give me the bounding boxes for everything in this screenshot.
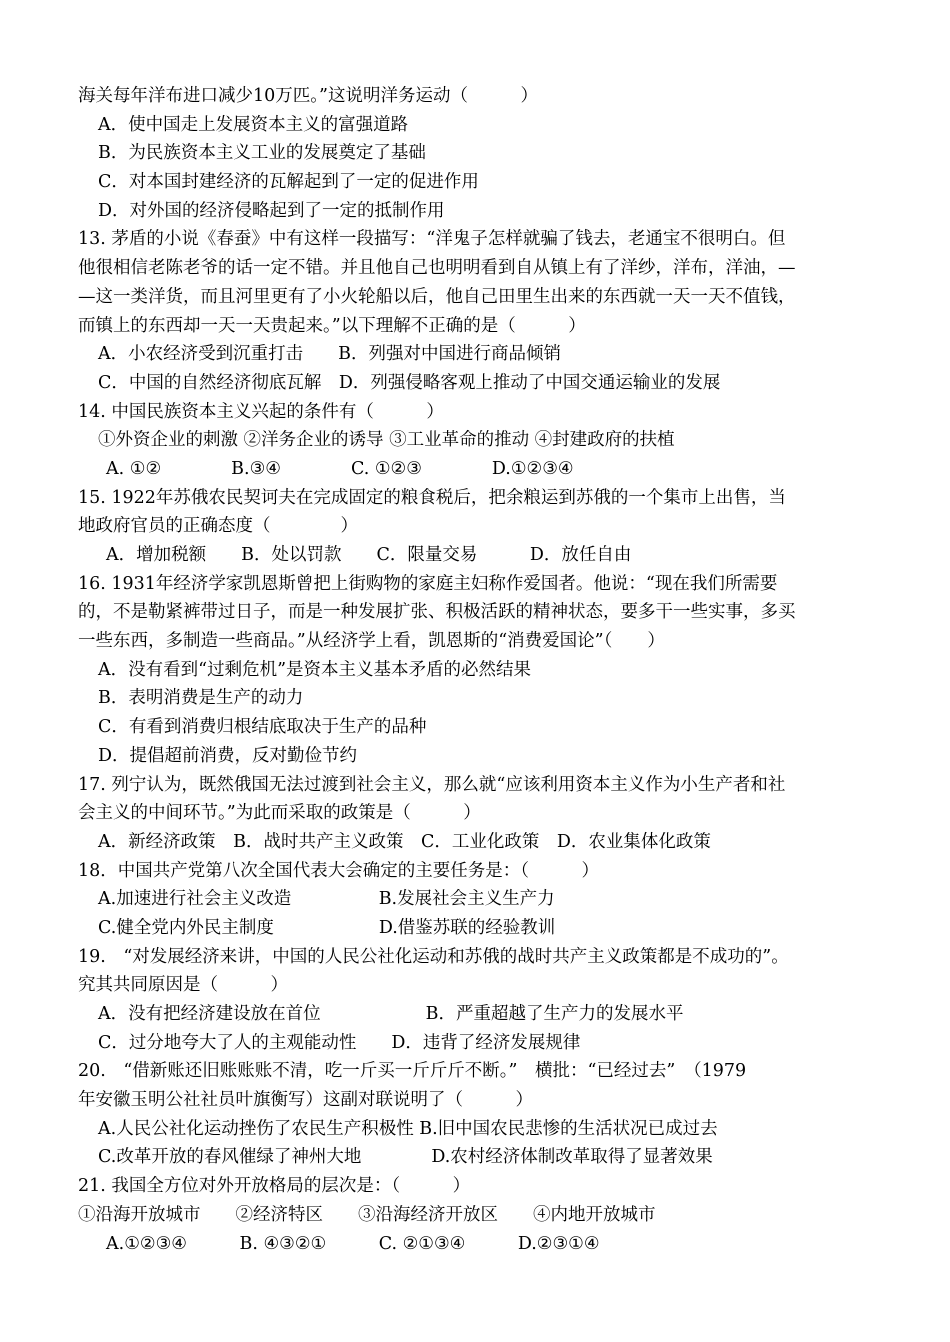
text-line: 会主义的中间环节。”为此而采取的政策是（ ） <box>78 803 481 824</box>
text-line: A.①②③④ B. ④③②① C. ②①③④ D.②③①④ <box>106 1233 600 1254</box>
text-line: 年安徽玉明公社社员叶旗衡写）这副对联说明了（ ） <box>78 1090 533 1111</box>
text-line: C．有看到消费归根结底取决于生产的品种 <box>98 717 427 738</box>
text-line: D．对外国的经济侵略起到了一定的抵制作用 <box>98 200 445 221</box>
text-line: B．为民族资本主义工业的发展奠定了基础 <box>98 143 426 164</box>
text-line: C．中国的自然经济彻底瓦解 D．列强侵略客观上推动了中国交通运输业的发展 <box>98 372 721 393</box>
text-line: 21. 我国全方位对外开放格局的层次是：（ ） <box>78 1176 471 1197</box>
text-line: A. ①② B.③④ C. ①②③ D.①②③④ <box>106 458 574 479</box>
text-line: 地政府官员的正确态度（ ） <box>78 516 358 537</box>
text-line: —这一类洋货，而且河里更有了小火轮船以后，他自己田里生出来的东西就一天一天不值钱， <box>78 286 796 307</box>
text-line: 13. 茅盾的小说《春蚕》中有这样一段描写：“洋鬼子怎样就骗了钱去，老通宝不很明白。但 <box>78 229 786 250</box>
text-line: ①沿海开放城市 ②经济特区 ③沿海经济开放区 ④内地开放城市 <box>78 1204 656 1225</box>
text-line: 海关每年洋布进口减少10万匹。”这说明洋务运动（ ） <box>78 86 538 106</box>
text-line: 他很相信老陈老爷的话一定不错。并且他自己也明明看到自从镇上有了洋纱，洋布，洋油，— <box>78 258 796 279</box>
text-line: B．表明消费是生产的动力 <box>98 688 304 709</box>
text-line: A.人民公社化运动挫伤了农民生产积极性 B.旧中国农民悲惨的生活状况已成过去 <box>98 1118 718 1139</box>
text-line: D．提倡超前消费，反对勤俭节约 <box>98 745 358 766</box>
text-line: 究其共同原因是（ ） <box>78 975 288 996</box>
text-line: A.加速进行社会主义改造 B.发展社会主义生产力 <box>98 889 555 910</box>
text-line: ①外资企业的刺激 ②洋务企业的诱导 ③工业革命的推动 ④封建政府的扶植 <box>98 430 675 451</box>
text-line: 而镇上的东西却一天一天贵起来。”以下理解不正确的是（ ） <box>78 315 586 336</box>
text-line: 14. 中国民族资本主义兴起的条件有（ ） <box>78 401 444 422</box>
text-line: A．没有看到“过剩危机”是资本主义基本矛盾的必然结果 <box>98 659 532 680</box>
text-line: A．新经济政策 B．战时共产主义政策 C．工业化政策 D．农业集体化政策 <box>98 831 711 852</box>
text-line: 20. “借新账还旧账账账不清，吃一斤买一斤斤斤不断。” 横批：“已经过去” （1979 <box>78 1061 747 1082</box>
text-line: 16. 1931年经济学家凯恩斯曾把上街购物的家庭主妇称作爱国者。他说：“现在我们所需要 <box>78 573 778 594</box>
text-line: 17. 列宁认为，既然俄国无法过渡到社会主义，那么就“应该利用资本主义作为小生产者和社 <box>78 774 786 795</box>
text-line: 的，不是勒紧裤带过日子，而是一种发展扩张、积极活跃的精神状态，要多干一些实事，多买 <box>78 602 796 623</box>
text-line: A．没有把经济建设放在首位 B．严重超越了生产力的发展水平 <box>98 1004 684 1024</box>
text-line: A．小农经济受到沉重打击 B．列强对中国进行商品倾销 <box>98 344 561 365</box>
text-line: C．过分地夸大了人的主观能动性 D．违背了经济发展规律 <box>98 1032 581 1053</box>
text-line: 15. 1922年苏俄农民契诃夫在完成固定的粮食税后，把余粮运到苏俄的一个集市上出售，当 <box>78 487 786 508</box>
text-line: 19. “对发展经济来讲，中国的人民公社化运动和苏俄的战时共产主义政策都是不成功的”。 <box>78 946 789 967</box>
text-line: 一些东西，多制造一些商品。”从经济学上看，凯恩斯的“消费爱国论”（ ） <box>78 631 665 652</box>
text-line: A．使中国走上发展资本主义的富强道路 <box>98 114 409 135</box>
text-line: C.健全党内外民主制度 D.借鉴苏联的经验教训 <box>98 917 556 938</box>
text-line: 18．中国共产党第八次全国代表大会确定的主要任务是：（ ） <box>78 860 600 881</box>
exam-page <box>78 82 878 1258</box>
text-line: C．对本国封建经济的瓦解起到了一定的促进作用 <box>98 172 479 193</box>
text-line: C.改革开放的春风催绿了神州大地 D.农村经济体制改革取得了显著效果 <box>98 1147 713 1168</box>
text-line: A．增加税额 B．处以罚款 C．限量交易 D．放任自由 <box>106 545 632 565</box>
